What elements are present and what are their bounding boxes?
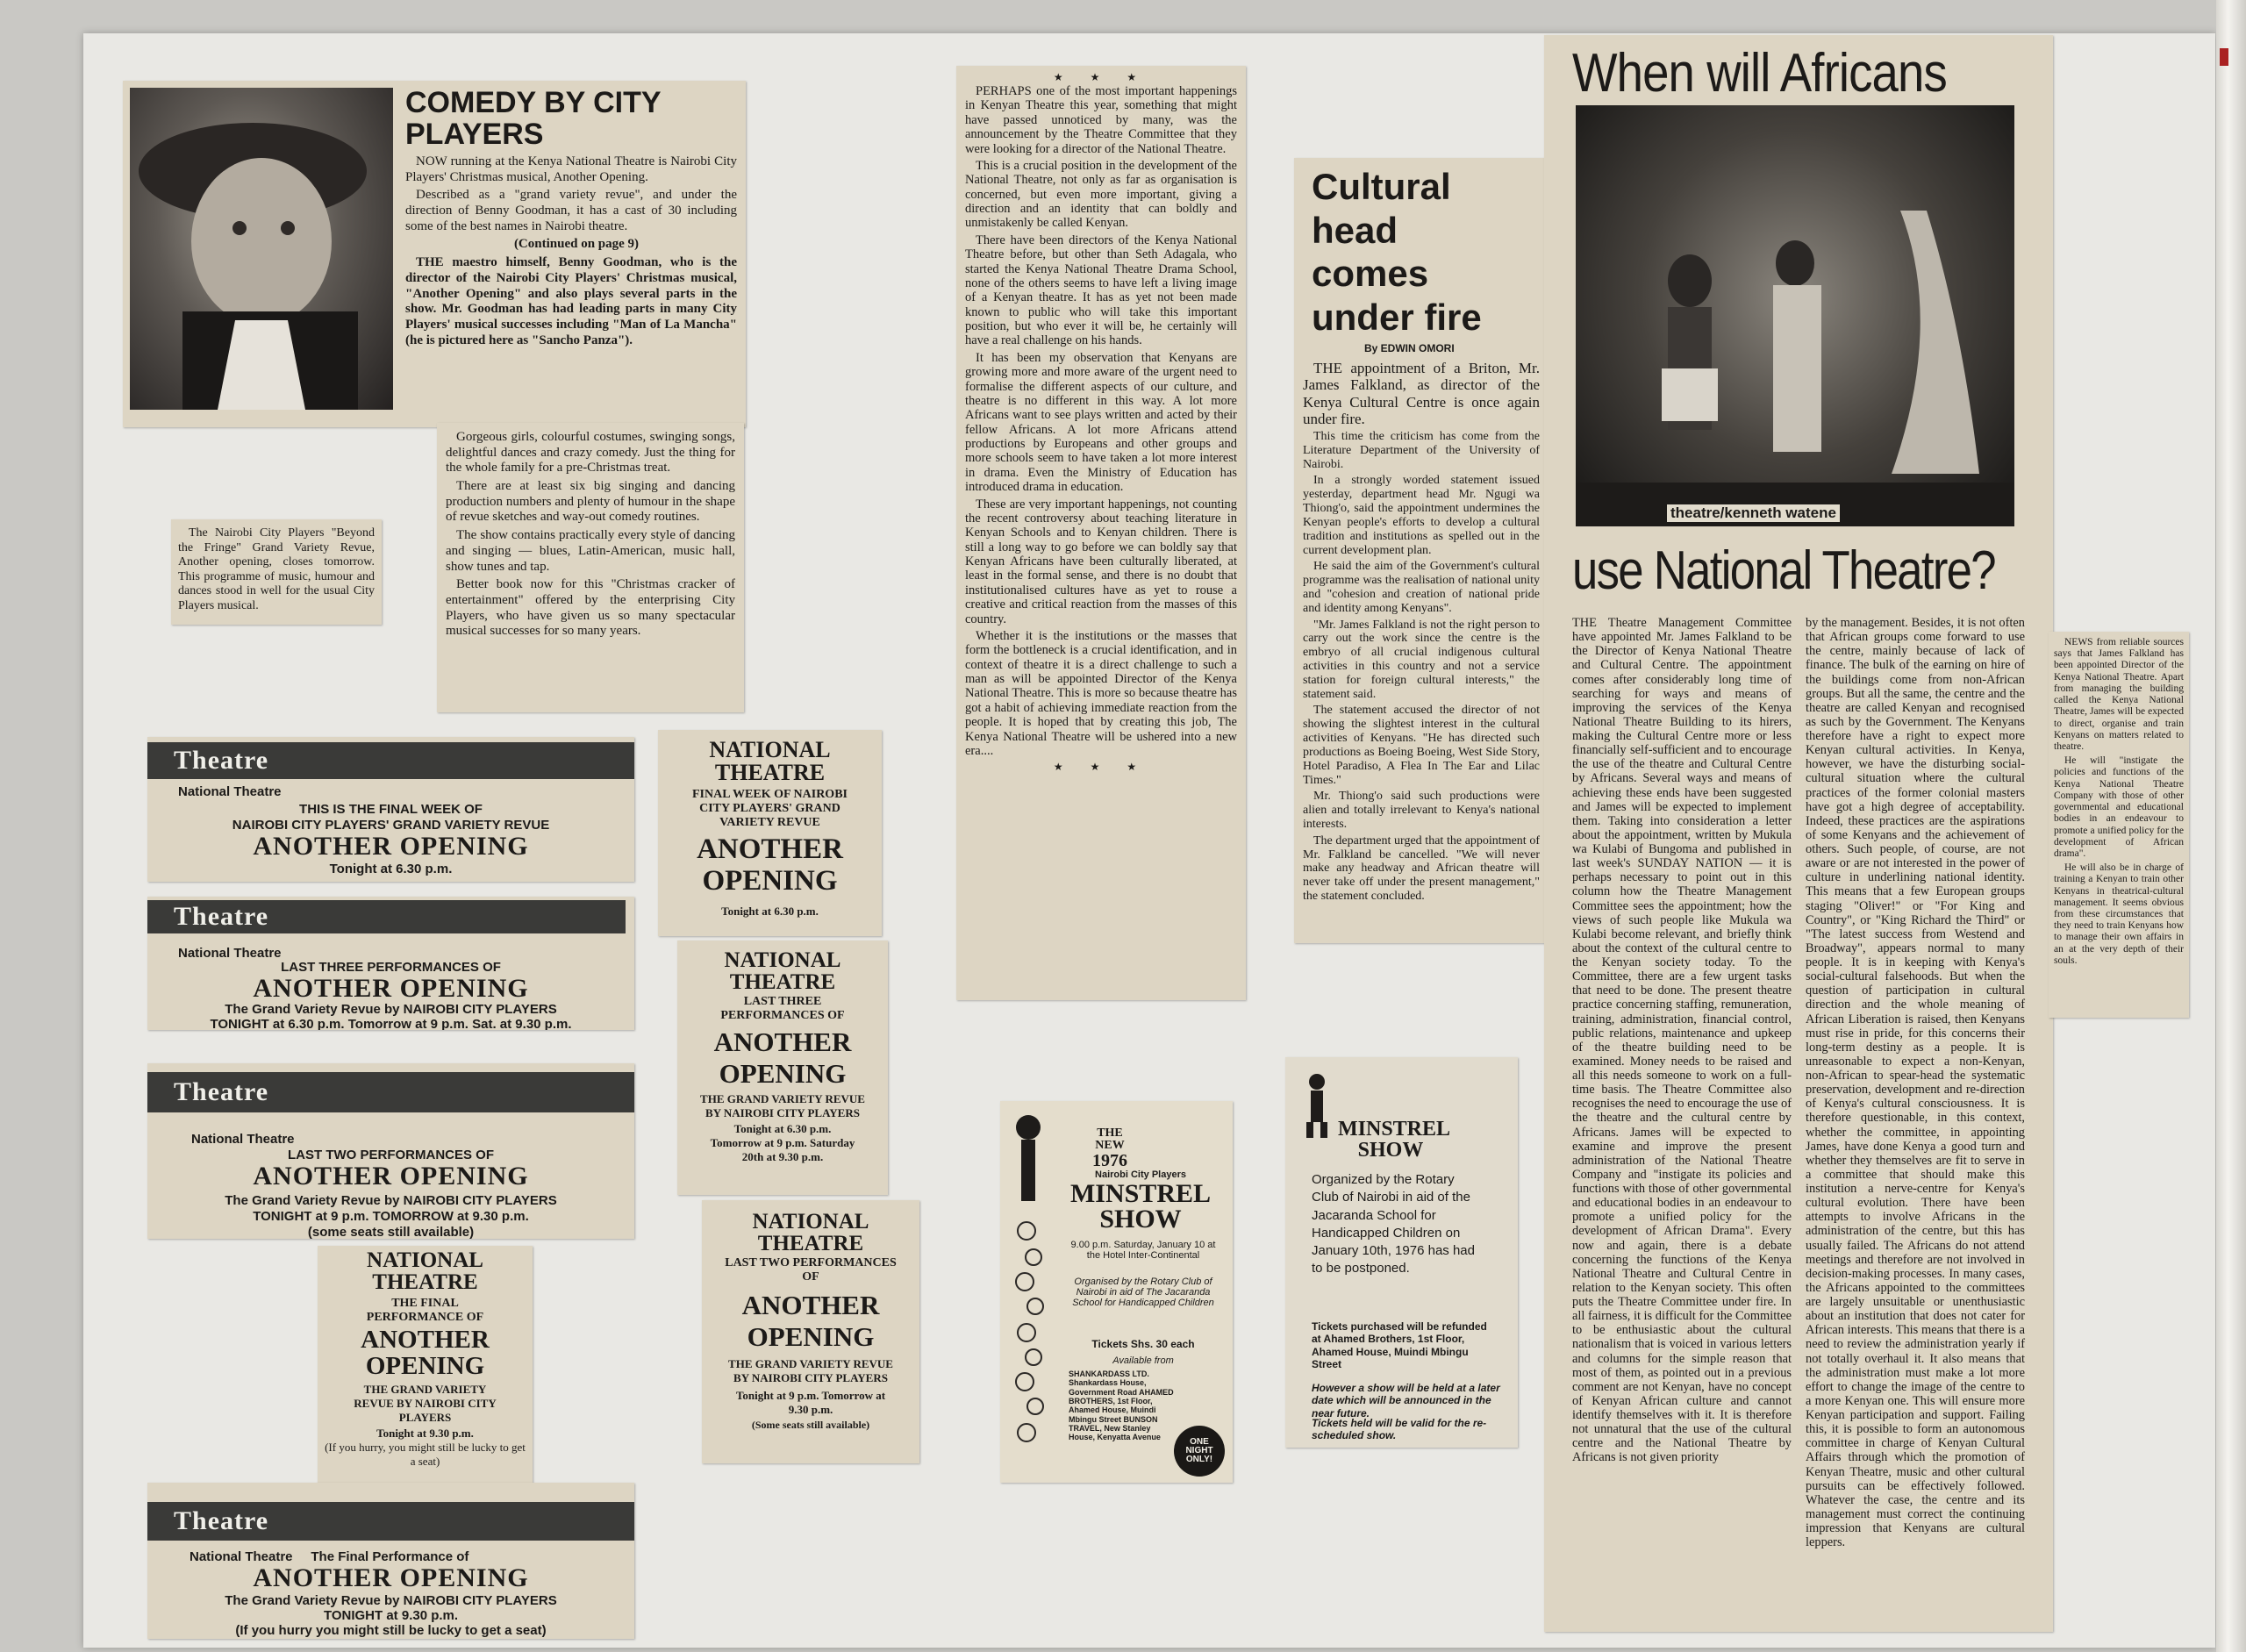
star-divider: ★ ★ ★	[1053, 761, 1149, 774]
dancers-photo	[1576, 105, 2014, 526]
ad-line: NAIROBI CITY PLAYERS' GRAND VARIETY REVUE	[232, 818, 550, 833]
comedy-continued: (Continued on page 9)	[513, 237, 640, 252]
cultural-head-clipping	[1294, 158, 1549, 943]
news-paragraph: He will "instigate the policies and functions of the Kenya National Theatre Company with those of other governmental and educational bodies in an endeavour to promote a unified policy for the development of African drama".	[2054, 755, 2184, 859]
theatre-ad-last-two	[147, 1063, 634, 1239]
africans-headline-bottom: use National Theatre?	[1572, 540, 1995, 601]
ticket-outlets: SHANKARDASS LTD. Shankardass House, Government Road AHAMED BROTHERS, 1st Floor, Ahamed House, Muindi Mbingu Street BUNSON TRAVEL, New Stanley House, Kenyatta Avenue	[1069, 1370, 1174, 1442]
ad-line: LAST TWO PERFORMANCES OF	[288, 1148, 494, 1162]
venue-label: National Theatre	[178, 784, 282, 799]
africans-column-2: by the management. Besides, it is not often that African groups come forward to use the centre, mainly because of lack of finance. The bulk of the earning on hire of the buildings come from non-African groups. But all the same, the centre and the theatre are called Kenyan and recognised as such by the Government. The Kenyans therefore have a right to expect more Kenyan cultural activities. In Kenya, however, we have the disturbing social-cultural situation where the cultural practices of the former colonial masters have got a high degree of acceptability. Indeed, these practices are the aspirations of some Kenyans and the achievement of others. Such people, of course, are not aware or are not interested in the power of culture in underlining national identity. This means that a few European groups staging "Oliver!" or "For King and Country", or "King Richard the Third" or "The latest success from Westend and Broadway", appears normal to many people. It is in keeping with Kenya's social-cultural falsehoods. But when the question of participation in cultural direction and the whole meaning of African Liberation is raised, then Kenyans must rise in pride, for this concerns their long-term destiny as a people. It is unreasonable to expect a non-Kenyan, non-African to spear-head the systematic preservation, development and re-direction of Kenya's cultural consciousness. It is therefore questionable, in this context, whether the committee, in appointing James, have done Kenya a good turn and whether they themselves are fit to serve in a committee that should make this institution a nerve-centre for Kenya's cultural evolution. There have been attempts to involve Africans in the administration of the centre, but this has usually failed. The Africans do not attend meetings and therefore are not involved in decision-making processes. In many cases, the Africans appointed to the committees are largely unsuitable or unenthusiastic about an institution that does not cater for African interests. This means that there is a need to review the administration yearly if not totally overhaul it. It also means that the administration must make a lot more effort to change the image of the centre to a more Kenyan one. This will ensure more Kenyan participation and support. Failing this, it is possible to form an autonomous committee in charge of Kenyan Cultural Affairs through which the promotion of Kenyan Theatre, music and other cultural pursuits can be effectively followed. Whatever the case, the centre and its management must correct the continuing impression that Kenyans are cultural leppers.	[1806, 616, 2025, 1550]
comedy-body	[405, 154, 737, 351]
ticket-valid-notice: Tickets held will be valid for the re-scheduled show.	[1312, 1417, 1487, 1442]
ad-heading: NATIONAL THEATRE	[752, 1210, 869, 1255]
minstrel-show-ad	[1000, 1101, 1233, 1483]
minstrel-header	[1084, 1127, 1136, 1169]
show-time: Tonight at 6.30 p.m.	[721, 904, 819, 918]
article-paragraph: PERHAPS one of the most important happenings in Kenyan Theatre this year, something that might have passed unnoticed by many, was the announcement by the Theatre Committee that they were looking for a director of the National Theatre.	[965, 84, 1237, 156]
red-ribbon	[2220, 48, 2228, 66]
ad-line: THE GRAND VARIETY REVUE BY NAIROBI CITY PLAYERS	[728, 1357, 893, 1385]
star-divider: ★ ★ ★	[1053, 71, 1149, 83]
postponed-title: MINSTREL SHOW	[1338, 1118, 1451, 1162]
show-title: ANOTHER OPENING	[741, 1290, 880, 1352]
seat-note: (Some seats still available)	[751, 1419, 870, 1432]
postponed-notice: Organized by the Rotary Club of Nairobi in aid of the Jacaranda School for Handicapped Children on January 10th, 1976 has had to be postponed.	[1312, 1172, 1475, 1277]
theatre-banner: Theatre	[147, 742, 634, 779]
article-paragraph: There have been directors of the Kenya National Theatre before, but other than Seth Adagala, who started the Kenya National Theatre Drama School, none of the others seems to have left a living image of a Kenyan theatre. It has as yet not been made known to public who will take this important position, but who ever it will be, he certainly will have a real challenge on his hands.	[965, 232, 1237, 348]
show-title: ANOTHER OPENING	[253, 974, 529, 1003]
national-theatre-final-week-ad	[658, 730, 882, 936]
africans-column-1: THE Theatre Management Committee have appointed Mr. James Falkland to be the Director of Kenya National Theatre and Cultural Centre. The appointment comes after considerably long time of searching for ways and means of improving the services of the Kenya National Theatre Building to its hirers, making the Cultural Centre more or less financially self-sufficient and to encourage the use of the theatre and Cultural Centre by Africans. Several ways and means of achieving these ends have been suggested and James will be expected to implement them. Taking into consideration a letter about the appointment, written by Mukula wa Kulabi of Bungoma and published in last week's SUNDAY NATION — it is perhaps necessary to point out in this column how the Theatre Management Committee sees the appointment; how the views of such people like Mukula wa Kulabi become relevant, and briefly think about the context of the cultural centre to the Kenyan society today. To the Committee, there are a few urgent tasks that need to be done. The present theatre practice concerning staffing, remuneration, training, administration, financial control, public relations, maintenance and upkeep of the theatre building need to be examined. Money needs to be raised and all this needs someone to work on a full-time basis. The Theatre Committee also recognises the need to encourage the use of the theatre and the cultural centre by Africans. James will be expected to examine and improve the present administration of the National Theatre Company and "instigate its policies and functions with those of other governmental and educational bodies in an endeavour to promote a unified policy for the development of African Drama". Every now and again, there is a debate concerning the functions of the Kenya National Theatre and Cultural Centre in relation to the Kenyan society. This often puts the Theatre Committee under fire. In all fairness, it is difficult for the Committee to be enthusiastic about the cultural nationalism that is voiced in various letters and columns for the simple reason that most of them, as pointed out in a previous comment are not Kenyan, have no concept of Kenyan African culture and cannot identify themselves with it. It is therefore not unnatural that the use of the cultural centre and the National Theatre by Africans is not given priority	[1572, 616, 1792, 1465]
show-title: ANOTHER OPENING	[253, 1563, 529, 1592]
show-title: ANOTHER OPENING	[253, 1162, 529, 1191]
available-from: Available from	[1112, 1355, 1174, 1366]
seat-note: (If you hurry, you might still be lucky to get a seat)	[325, 1440, 526, 1468]
comedy-paragraph: The show contains practically every style of dancing and singing — blues, Latin-American, music hall, show tunes and tap.	[446, 528, 735, 574]
ad-subtitle: The Final Performance of	[311, 1549, 469, 1564]
comedy-lead: NOW running at the Kenya National Theatre is Nairobi City Players' Christmas musical, Another Opening.	[405, 154, 737, 184]
seat-note: (some seats still available)	[307, 1225, 475, 1239]
show-time: Tonight at 6.30 p.m.	[329, 862, 453, 876]
ad-line: The Grand Variety Revue by NAIROBI CITY PLAYERS	[225, 1193, 557, 1208]
theatre-banner: Theatre	[147, 1072, 634, 1112]
comedy-paragraph: Better book now for this "Christmas cracker of entertainment" offered by the enterprising City Players, who have given us so many spectacular musical successes for so many years.	[446, 577, 735, 639]
article-paragraph: These are very important happenings, not counting the recent controversy about teaching literature in Kenyan Schools and to Kenyan children. There is still a long way to go before we can boldly say that Kenyan Africans have been culturally liberated, at least in the formal sense, and there is no doubt that institutionalised cultures have as yet to rouse a creative and critical reaction from the masses of this country.	[965, 497, 1237, 626]
show-title: ANOTHER OPENING	[697, 833, 843, 898]
theatre-ad-final-week	[147, 737, 634, 882]
show-time: TONIGHT at 9 p.m. TOMORROW at 9.30 p.m.	[253, 1209, 529, 1224]
ad-line: The Grand Variety Revue by NAIROBI CITY PLAYERS	[225, 1593, 557, 1608]
africans-article-clipping	[1544, 35, 2053, 1632]
venue-name: National Theatre	[190, 1549, 293, 1564]
article-paragraph: It has been my observation that Kenyans are growing more and more aware of the urgent need to formalise the different aspects of our culture, and theatre is no different in this way. A lot more Africans want to see plays written and acted by their fellow Africans. A lot more Africans attend productions by Europeans and other groups and more schools seem to have taken a lot more interest in drama. Even the Ministry of Education has introduced drama in education.	[965, 350, 1237, 495]
minstrel-illustration	[1007, 1108, 1060, 1477]
minstrel-figure-icon	[1299, 1071, 1334, 1141]
show-time: TONIGHT at 9.30 p.m.	[323, 1608, 459, 1623]
later-date-notice: However a show will be held at a later date which will be announced in the near future.	[1312, 1382, 1500, 1420]
the-new-label: THE NEW	[1095, 1126, 1125, 1152]
cultural-paragraph: In a strongly worded statement issued yesterday, department head Mr. Ngugi wa Thiong'o, said the appointment undermines the Kenyan people's efforts to develop a cultural tradition and institutions as spelled out in the current development plan.	[1303, 474, 1540, 557]
director-article-clipping	[956, 66, 1246, 1000]
minstrel-organised: Organised by the Rotary Club of Nairobi in aid of The Jacaranda School for Handicapped Children	[1072, 1277, 1214, 1308]
cultural-paragraph: Mr. Thiong'o said such productions were alien and totally irrelevant to Kenya's national interests.	[1303, 790, 1540, 831]
national-theatre-last-three-ad	[677, 940, 888, 1195]
comedy-headline: COMEDY BY CITY PLAYERS	[405, 86, 661, 151]
africans-headline-top: When will Africans	[1572, 43, 1947, 104]
cultural-paragraph: "Mr. James Falkland is not the right person to carry out the work since the centre is the embryo of all crucial indigenous cultural activities in this country and not a service station for foreign cultural interests," the statement said.	[1303, 618, 1540, 701]
album-spine	[2216, 0, 2246, 1652]
venue-label	[190, 1549, 469, 1564]
ad-line: THE FINAL PERFORMANCE OF	[366, 1297, 484, 1324]
minstrel-when: 9.00 p.m. Saturday, January 10 at the Hotel Inter-Continental	[1070, 1240, 1216, 1261]
theatre-banner: Theatre	[147, 1502, 634, 1541]
cultural-paragraph: THE appointment of a Briton, Mr. James Falkland, as director of the Kenya Cultural Centre is once again under fire.	[1303, 360, 1540, 427]
one-night-only-badge	[1174, 1426, 1225, 1477]
comedy-paragraph: There are at least six big singing and dancing production numbers and plenty of humour in the shape of revue sketches and way-out comedy routines.	[446, 479, 735, 525]
comedy-clipping	[123, 81, 746, 427]
small-note-clipping	[171, 519, 382, 625]
article-paragraph: This is a crucial position in the development of the National Theatre, not only as far as organisation is concerned, but even more important, giving a direction and an identity that can boldly and unmistakenly be called Kenyan.	[965, 158, 1237, 231]
refund-notice: Tickets purchased will be refunded at Ahamed Brothers, 1st Floor, Ahamed House, Muindi Mbingu Street	[1312, 1320, 1487, 1371]
ad-line: THE GRAND VARIETY REVUE BY NAIROBI CITY PLAYERS	[354, 1382, 497, 1424]
photo-caption: theatre/kenneth watene	[1667, 504, 1840, 522]
cultural-headline: Cultural head comes under fire	[1312, 166, 1482, 338]
badge-text: ONE NIGHT ONLY!	[1185, 1437, 1213, 1464]
show-time: Tonight at 9 p.m. Tomorrow at 9.30 p.m.	[735, 1389, 886, 1417]
director-article-body	[965, 84, 1237, 758]
show-time: Tonight at 9.30 p.m.	[376, 1426, 474, 1440]
show-title: ANOTHER OPENING	[253, 832, 529, 861]
ad-line: FINAL WEEK OF NAIROBI CITY PLAYERS' GRAND VARIETY REVUE	[692, 788, 848, 829]
presenter-label: Nairobi City Players	[1095, 1169, 1186, 1180]
venue-label: National Theatre	[178, 946, 282, 961]
ad-line: LAST THREE PERFORMANCES OF	[281, 960, 501, 975]
cultural-paragraph: The statement accused the director of not showing the slightest interest in the cultural activities of Kenyans. "He has directed such productions as Boeing Boeing, West Side Story, Hotel Paradiso, A Flea In The Ear and Lilac Times."	[1303, 704, 1540, 787]
ad-heading: NATIONAL THEATRE	[724, 948, 841, 994]
show-title: ANOTHER OPENING	[361, 1326, 490, 1381]
ticket-price: Tickets Shs. 30 each	[1091, 1338, 1195, 1350]
theatre-ad-final-performance	[147, 1483, 634, 1639]
article-paragraph: Whether it is the institutions or the masses that form the bottleneck is a crucial identification, and in context of theatre it is a direct challenge to such a man as will be appointed Director of the Kenya National Theatre. This is more so because theatre has got a habit of achieving immediate reaction from the people. It is hoped that by creating this job, The Kenya National Theatre will be ushered into a new era....	[965, 628, 1237, 758]
show-time: Tonight at 6.30 p.m. Tomorrow at 9 p.m. Saturday 20th at 9.30 p.m.	[710, 1122, 855, 1164]
ad-heading: NATIONAL THEATRE	[367, 1248, 483, 1294]
cultural-paragraph: He said the aim of the Government's cultural programme was the realisation of national unity and "cohesion and creation of national pride and identity among Kenyans".	[1303, 560, 1540, 615]
benny-goodman-photo	[130, 88, 393, 410]
small-note-text: The Nairobi City Players "Beyond the Fringe" Grand Variety Revue, Another opening, closes tomorrow. This programme of music, humour and dances stood in well for the usual City Players musical.	[178, 526, 375, 612]
comedy-paragraph: Gorgeous girls, colourful costumes, swinging songs, delightful dances and crazy comedy. Just the thing for the whole family for a pre-Christmas treat.	[446, 430, 735, 476]
national-theatre-final-ad	[318, 1246, 533, 1500]
ad-line: THIS IS THE FINAL WEEK OF	[299, 802, 483, 817]
show-title: ANOTHER OPENING	[713, 1026, 852, 1089]
comedy-paragraph: Described as a "grand variety revue", and under the direction of Benny Goodman, it has a cast of 30 including some of the best names in Nairobi theatre.	[405, 188, 737, 233]
national-theatre-last-two-ad	[702, 1200, 919, 1463]
ad-line: THE GRAND VARIETY REVUE BY NAIROBI CITY PLAYERS	[700, 1092, 865, 1120]
ad-line: LAST THREE PERFORMANCES OF	[720, 995, 845, 1022]
cultural-paragraph: This time the criticism has come from the Literature Department of the University of Nairobi.	[1303, 430, 1540, 471]
minstrel-title: MINSTREL SHOW	[1069, 1179, 1212, 1234]
year-label: 1976	[1092, 1151, 1127, 1170]
theatre-ad-last-three	[147, 897, 634, 1030]
portrait-illustration	[130, 88, 393, 410]
seat-note: (If you hurry you might still be lucky to get a seat)	[235, 1623, 547, 1638]
minstrel-postponed-ad	[1285, 1057, 1518, 1448]
ad-heading: NATIONAL THEATRE	[709, 737, 831, 785]
cultural-body	[1303, 360, 1540, 904]
news-strip-clipping	[2049, 632, 2189, 1018]
dancers-illustration	[1576, 105, 2014, 526]
theatre-banner: Theatre	[147, 900, 626, 933]
news-paragraph: He will also be in charge of training a Kenyan to train other Kenyans in theatrical-cultural management. It seems obvious from these circumstances that they need to train Kenyans how to manage their own affairs in an at the very depth of their souls.	[2054, 862, 2184, 966]
cultural-paragraph: The department urged that the appointment of Mr. Falkland be cancelled. "We will never make any headway and African theatre will never take off under the present management," the statement concluded.	[1303, 833, 1540, 903]
show-time: TONIGHT at 6.30 p.m. Tomorrow at 9 p.m. Sat. at 9.30 p.m.	[210, 1017, 572, 1030]
ad-line: The Grand Variety Revue by NAIROBI CITY PLAYERS	[225, 1002, 557, 1017]
cultural-byline: By EDWIN OMORI	[1364, 342, 1455, 355]
news-paragraph: NEWS from reliable sources says that James Falkland has been appointed Director of the Kenya National Theatre. Apart from managing the building called the Kenya National Theatre, James will be expected to direct, organise and train Kenyans on matters related to theatre.	[2054, 637, 2184, 752]
comedy-continued-clipping	[437, 423, 744, 712]
venue-label: National Theatre	[191, 1132, 295, 1147]
ad-line: LAST TWO PERFORMANCES OF	[725, 1256, 897, 1284]
comedy-caption: THE maestro himself, Benny Goodman, who is the director of the Nairobi City Players' Christmas musical, "Another Opening" and also plays several parts in the show. Mr. Goodman has had leading parts in many City Players' musical successes including "Man of La Mancha" (he is pictured here as "Sancho Panza").	[405, 255, 737, 347]
